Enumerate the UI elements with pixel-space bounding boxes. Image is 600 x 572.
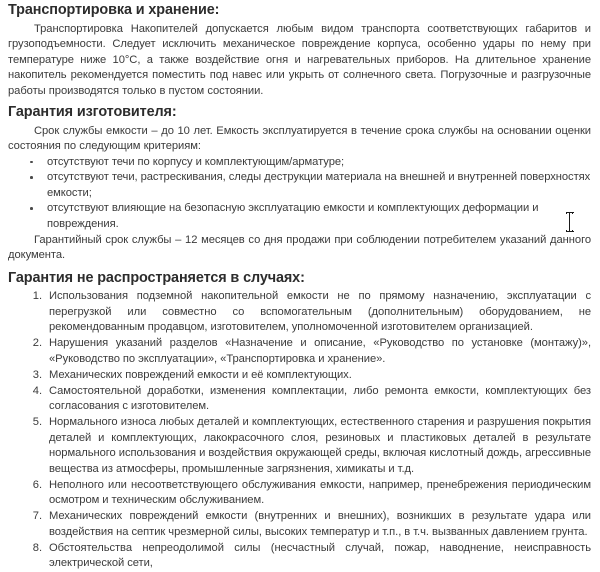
list-item — [4, 368, 594, 384]
section-warranty-exclusions — [0, 264, 600, 572]
list-item — [4, 170, 594, 201]
list-item-number: 5. — [32, 416, 42, 429]
section-transport-and-storage — [0, 0, 600, 99]
list-item — [4, 415, 594, 477]
list-item-number: 8. — [32, 541, 42, 554]
heading-warranty-exclusions: Гарантия не распространяется в случаях: — [8, 269, 305, 286]
list-item-number: 6. — [32, 478, 42, 491]
list-item — [4, 541, 594, 572]
paragraph-warranty-intro: Срок службы емкости – до 10 лет. Емкость эксплуатируется в течение срока службы на основании оценки состояния по следующим критериям: — [8, 124, 591, 153]
list-item — [4, 289, 594, 336]
list-item-text: Механических повреждений емкости (внутренних и внешних), возникших в результате удара или воздействия на септик чрезмерной силы, высоких температур и т.п., в т.ч. вызванных давлением грунта. — [49, 510, 591, 538]
list-item-text: Нормального износа любых деталей и комплектующих, естественного старения и разрушения покрытия деталей и комплектующих, лакокрасочного слоя, резиновых и пластиковых деталей в результате нормального использования и воздействия окружающей среды, включая кислотный дождь, агрессивные вещества из атмосферы, промышленные загрязнения, химикаты и т.д. — [49, 416, 591, 475]
list-item-number: 1. — [32, 290, 42, 303]
heading-transport-and-storage: Транспортировка и хранение: — [8, 2, 220, 18]
list-item-text: Самостоятельной доработки, изменения комплектации, либо ремонта емкости, комплектующих без согласования с изготовителем. — [49, 384, 591, 413]
paragraph-warranty-outro: Гарантийный срок службы – 12 месяцев со дня продажи при соблюдении потребителем указаний данного документа. — [8, 233, 591, 262]
warranty-criteria-list — [4, 155, 594, 233]
list-item — [4, 384, 594, 415]
list-item-text: Нарушения указаний разделов «Назначение и описание, «Руководство по установке (монтажу)», «Руководство по эксплуатации», «Транспортировка и хранение». — [49, 337, 591, 365]
list-item — [4, 336, 594, 367]
list-item-number: 3. — [32, 368, 42, 381]
list-item — [4, 509, 594, 540]
list-item-number: 7. — [32, 510, 42, 523]
list-item-number: 2. — [32, 337, 42, 350]
bullet-dot-icon — [30, 176, 33, 179]
list-item-text: Обстоятельства непреодолимой силы (несчастный случай, пожар, наводнение, неисправность электрической сети, — [49, 541, 591, 570]
bullet-dot-icon — [30, 207, 33, 210]
heading-manufacturer-warranty: Гарантия изготовителя: — [8, 104, 177, 121]
list-item-text: отсутствуют течи по корпусу и комплектующим/арматуре; — [47, 155, 345, 168]
list-item-text: отсутствуют течи, растрескивания, следы деструкции материала на внешней и внутренней поверхностях емкости; — [47, 171, 591, 199]
list-item-text: Неполного или несоответствующего обслуживания емкости, например, пренебрежения периодическим осмотром и техническим обслуживанием. — [49, 478, 591, 507]
list-item — [4, 478, 594, 509]
warranty-exclusions-list — [4, 289, 594, 572]
list-item-text: Механических повреждений емкости и её комплектующих. — [49, 368, 352, 381]
bullet-dot-icon — [30, 161, 33, 164]
list-item-number: 4. — [32, 384, 42, 397]
paragraph-transport-and-storage: Транспортировка Накопителей допускается любым видом транспорта соответствующих габаритов и грузоподъемности. Следует исключить механическое повреждение корпуса, особенно удары по нему при температуре ниже 10°C, а также воздействие огня и нагревательных приборов. На длительное хранение накопитель рекомендуется поместить под навес или укрыть от солнечного света. Погрузочные и разгрузочные работы производятся только в пустом состоянии. — [8, 22, 591, 97]
list-item — [4, 201, 594, 232]
list-item-text: отсутствуют влияющие на безопасную эксплуатацию емкости и комплектующих деформации и повреждения. — [47, 202, 539, 230]
section-manufacturer-warranty — [0, 99, 600, 263]
list-item — [4, 155, 594, 171]
list-item-text: Использования подземной накопительной емкости не по прямому назначению, эксплуатации с перегрузкой или совместно со вспомогательным (дополнительным) оборудованием, не рекомендованным продавцом, изготовителем, уполномоченной изготовителем организацией. — [49, 290, 591, 334]
